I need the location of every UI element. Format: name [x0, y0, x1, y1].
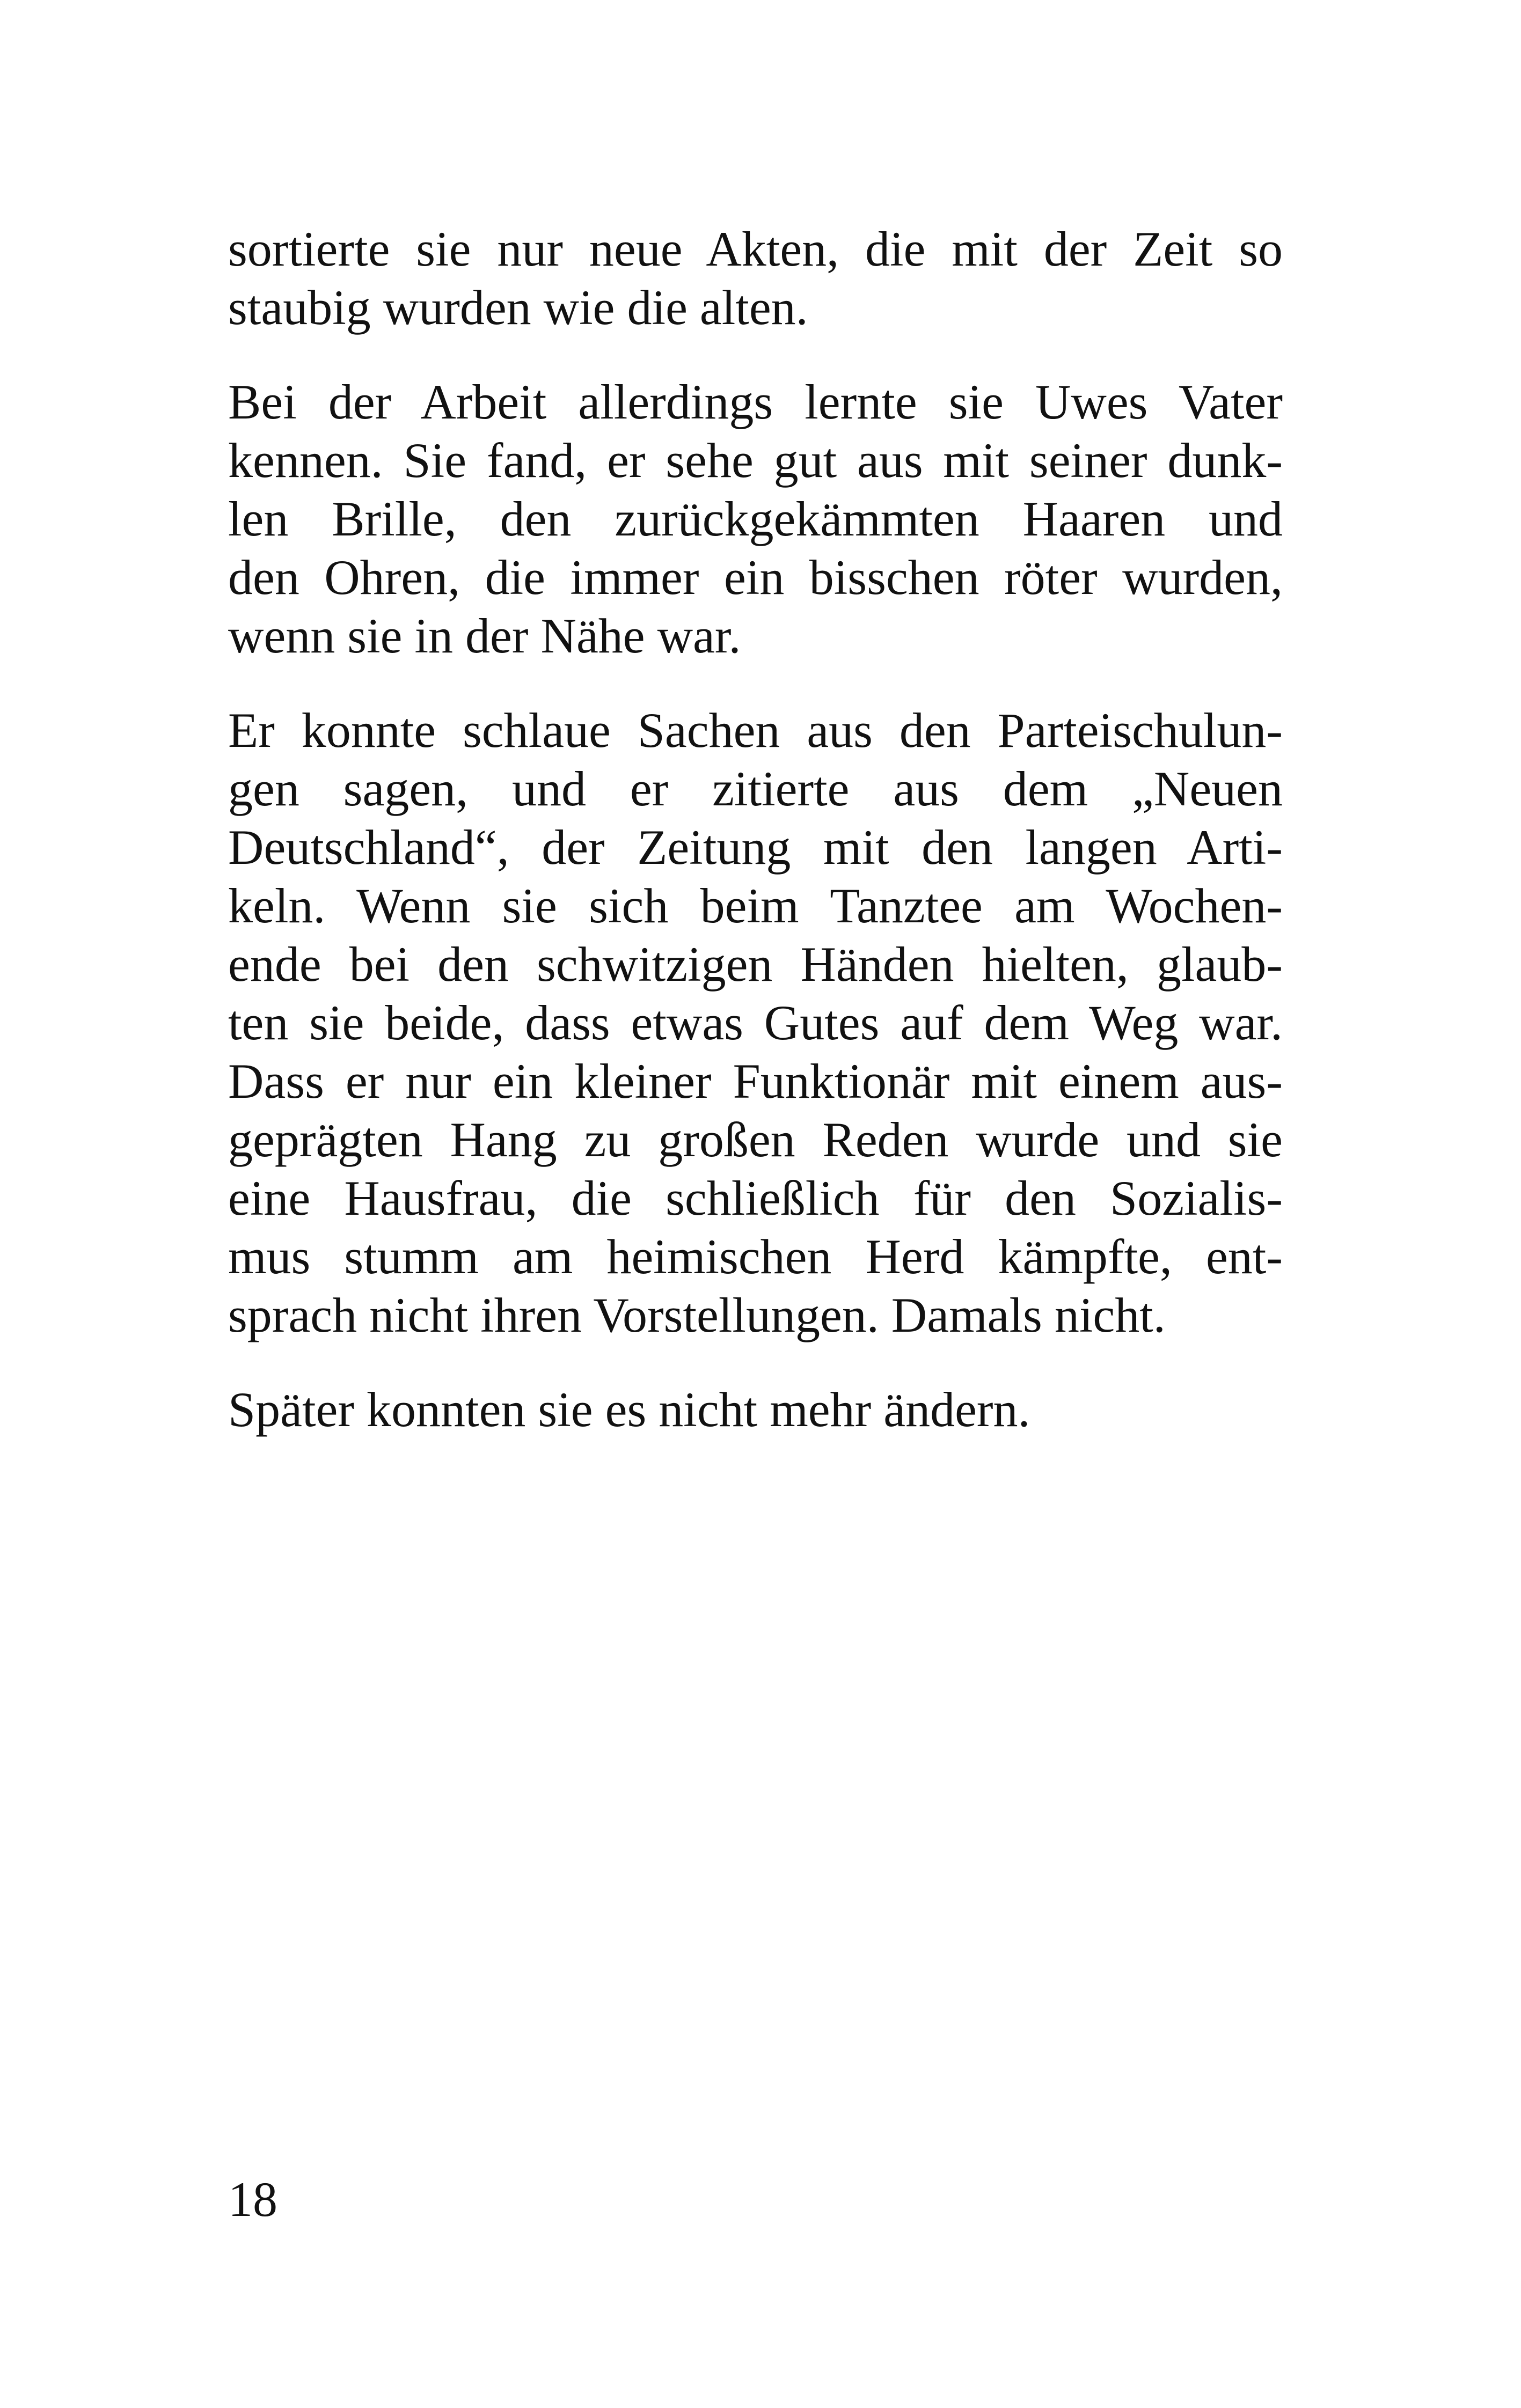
paragraph-2: [228, 373, 1283, 665]
paragraph-4: [228, 1381, 1283, 1439]
text-line: ten sie beide, dass etwas Gutes auf dem Weg war.: [228, 995, 1283, 1050]
body-text: [228, 220, 1283, 1439]
paragraph-1: [228, 220, 1283, 337]
text-line: eine Hausfrau, die schließlich für den Sozialis-: [228, 1171, 1283, 1225]
text-line: keln. Wenn sie sich beim Tanztee am Wochen-: [228, 878, 1283, 933]
text-line: Später konnten sie es nicht mehr ändern.: [228, 1382, 1030, 1437]
text-line: Dass er nur ein kleiner Funktionär mit einem aus-: [228, 1054, 1283, 1108]
text-line: gen sagen, und er zitierte aus dem „Neuen: [228, 761, 1283, 816]
text-line: Er konnte schlaue Sachen aus den Parteischulun-: [228, 703, 1283, 758]
text-line: len Brille, den zurückgekämmten Haaren und: [228, 491, 1283, 546]
text-line: wenn sie in der Nähe war.: [228, 608, 741, 663]
text-line: sprach nicht ihren Vorstellungen. Damals nicht.: [228, 1288, 1166, 1342]
text-line: mus stumm am heimischen Herd kämpfte, ent-: [228, 1229, 1283, 1284]
text-line: Bei der Arbeit allerdings lernte sie Uwes Vater: [228, 375, 1283, 429]
text-line: sortierte sie nur neue Akten, die mit der Zeit so: [228, 222, 1283, 276]
text-line: Deutschland“, der Zeitung mit den langen Arti-: [228, 820, 1283, 875]
text-line: ende bei den schwitzigen Händen hielten, glaub-: [228, 937, 1283, 992]
page-number: 18: [228, 2172, 277, 2227]
text-line: staubig wurden wie die alten.: [228, 280, 808, 335]
text-line: den Ohren, die immer ein bisschen röter wurden,: [228, 550, 1283, 605]
paragraph-3: [228, 701, 1283, 1345]
text-line: geprägten Hang zu großen Reden wurde und sie: [228, 1112, 1283, 1167]
text-line: kennen. Sie fand, er sehe gut aus mit seiner dunk-: [228, 433, 1283, 488]
